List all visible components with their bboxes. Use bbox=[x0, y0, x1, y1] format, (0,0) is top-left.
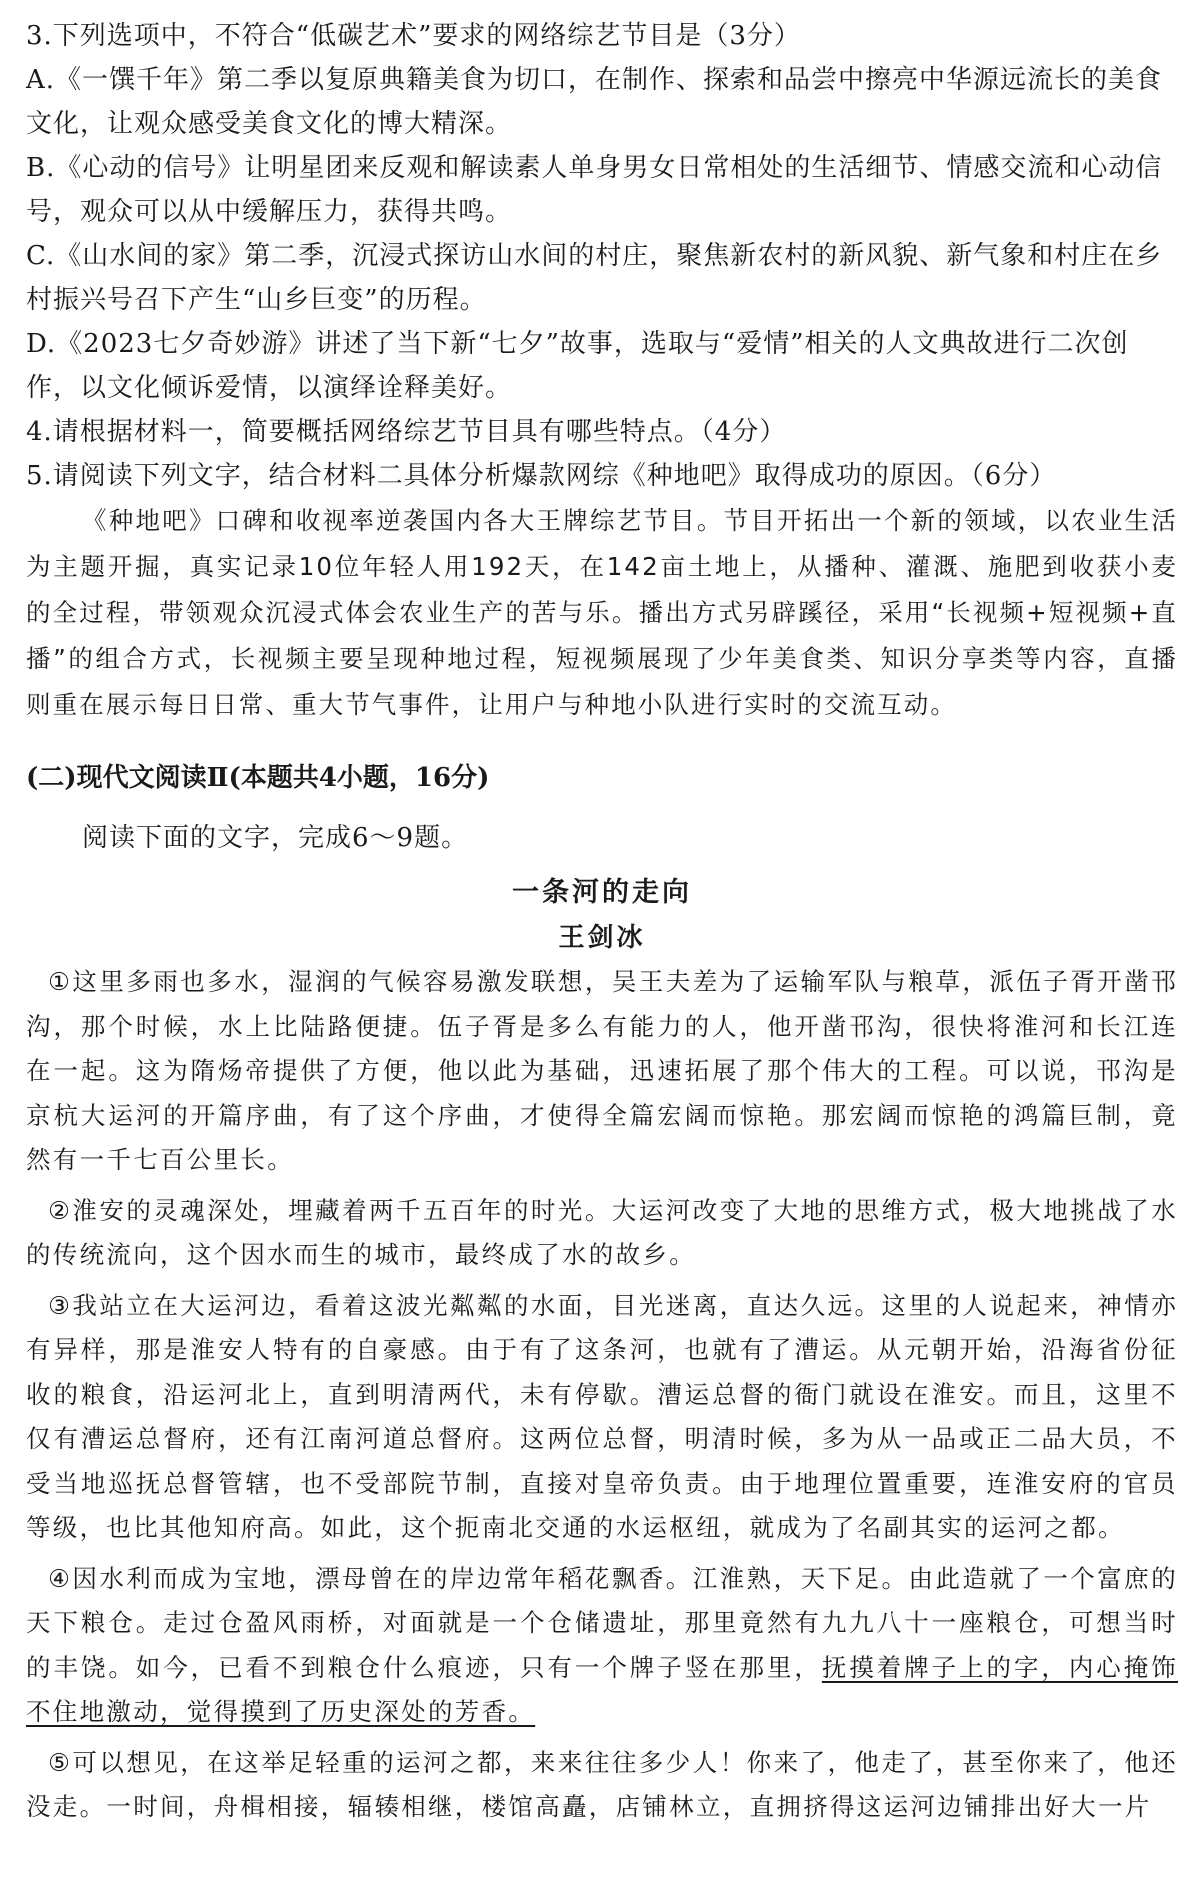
essay-paragraph-3: ③我站立在大运河边，看着这波光粼粼的水面，目光迷离，直达久远。这里的人说起来，神情亦有异样，那是淮安人特有的自豪感。由于有了这条河，也就有了漕运。从元朝开始，沿海省份征收的粮食，沿运河北上，直到明清两代，未有停歇。漕运总督的衙门就设在淮安。而且，这里不仅有漕运总督府，还有江南河道总督府。这两位总督，明清时候，多为从一品或正二品大员，不受当地巡抚总督管辖，也不受部院节制，直接对皇帝负责。由于地理位置重要，连淮安府的官员等级，也比其他知府高。如此，这个扼南北交通的水运枢纽，就成为了名副其实的运河之都。 bbox=[26, 1290, 1178, 1542]
q5-passage: 《种地吧》口碑和收视率逆袭国内各大王牌综艺节目。节目开拓出一个新的领域，以农业生活为主题开掘，真实记录10位年轻人用192天，在142亩土地上，从播种、灌溉、施肥到收获小麦的全过程，带领观众沉浸式体会农业生产的苦与乐。播出方式另辟蹊径，采用“长视频+短视频+直播”的组合方式，长视频主要呈现种地过程，短视频展现了少年美食类、知识分享类等内容，直播则重在展示每日日常、重大节气事件，让用户与种地小队进行实时的交流互动。 bbox=[26, 506, 1178, 719]
q3-option-a: A.《一馔千年》第二季以复原典籍美食为切口，在制作、探索和品尝中擦亮中华源远流长的美食文化，让观众感受美食文化的博大精深。 bbox=[26, 65, 1163, 139]
q3-stem: 3.下列选项中，不符合“低碳艺术”要求的网络综艺节目是（3分） bbox=[26, 21, 801, 51]
q5-stem: 5.请阅读下列文字，结合材料二具体分析爆款网综《种地吧》取得成功的原因。（6分） bbox=[26, 461, 1057, 491]
q3-option-d: D.《2023七夕奇妙游》讲述了当下新“七夕”故事，选取与“爱情”相关的人文典故进行二次创作，以文化倾诉爱情，以演绎诠释美好。 bbox=[26, 329, 1129, 403]
reading-instruction: 阅读下面的文字，完成6～9题。 bbox=[82, 823, 469, 853]
essay-title: 一条河的走向 bbox=[512, 877, 692, 908]
essay-paragraph-4 bbox=[26, 1557, 1178, 1735]
essay-paragraph-5: ⑤可以想见，在这举足轻重的运河之都，来来往往多少人！你来了，他走了，甚至你来了，他还没走。一时间，舟楫相接，辐辏相继，楼馆高矗，店铺林立，直拥挤得这运河边铺排出好大一片 bbox=[26, 1747, 1178, 1821]
underlined-sentence: 抚摸着牌子上的字，内心掩饰不住地激动，觉得摸到了历史深处的芳香。 bbox=[26, 1652, 1178, 1726]
q4-stem: 4.请根据材料一，简要概括网络综艺节目具有哪些特点。（4分） bbox=[26, 417, 787, 447]
essay-paragraph-2: ②淮安的灵魂深处，埋藏着两千五百年的时光。大运河改变了大地的思维方式，极大地挑战了水的传统流向，这个因水而生的城市，最终成了水的故乡。 bbox=[26, 1195, 1178, 1269]
q3-option-b: B.《心动的信号》让明星团来反观和解读素人单身男女日常相处的生活细节、情感交流和心动信号，观众可以从中缓解压力，获得共鸣。 bbox=[26, 153, 1163, 227]
section-heading: (二)现代文阅读Ⅱ(本题共4小题，16分) bbox=[26, 763, 490, 793]
essay-paragraph-1: ①这里多雨也多水，湿润的气候容易激发联想，吴王夫差为了运输军队与粮草，派伍子胥开凿邗沟，那个时候，水上比陆路便捷。伍子胥是多么有能力的人，他开凿邗沟，很快将淮河和长江连在一起。这为隋炀帝提供了方便，他以此为基础，迅速拓展了那个伟大的工程。可以说，邗沟是京杭大运河的开篇序曲，有了这个序曲，才使得全篇宏阔而惊艳。那宏阔而惊艳的鸿篇巨制，竟然有一千七百公里长。 bbox=[26, 967, 1178, 1174]
q3-option-c: C.《山水间的家》第二季，沉浸式探访山水间的村庄，聚焦新农村的新风貌、新气象和村庄在乡村振兴号召下产生“山乡巨变”的历程。 bbox=[26, 241, 1163, 315]
essay-author: 王剑冰 bbox=[558, 923, 646, 953]
essay-paragraph-4-text: ④因水利而成为宝地，漂母曾在的岸边常年稻花飘香。江淮熟，天下足。由此造就了一个富庶的天下粮仓。走过仓盈风雨桥，对面就是一个仓储遗址，那里竟然有九九八十一座粮仓，可想当时的丰饶。如今，已看不到粮仓什么痕迹，只有一个牌子竖在那里， bbox=[26, 1563, 1178, 1682]
